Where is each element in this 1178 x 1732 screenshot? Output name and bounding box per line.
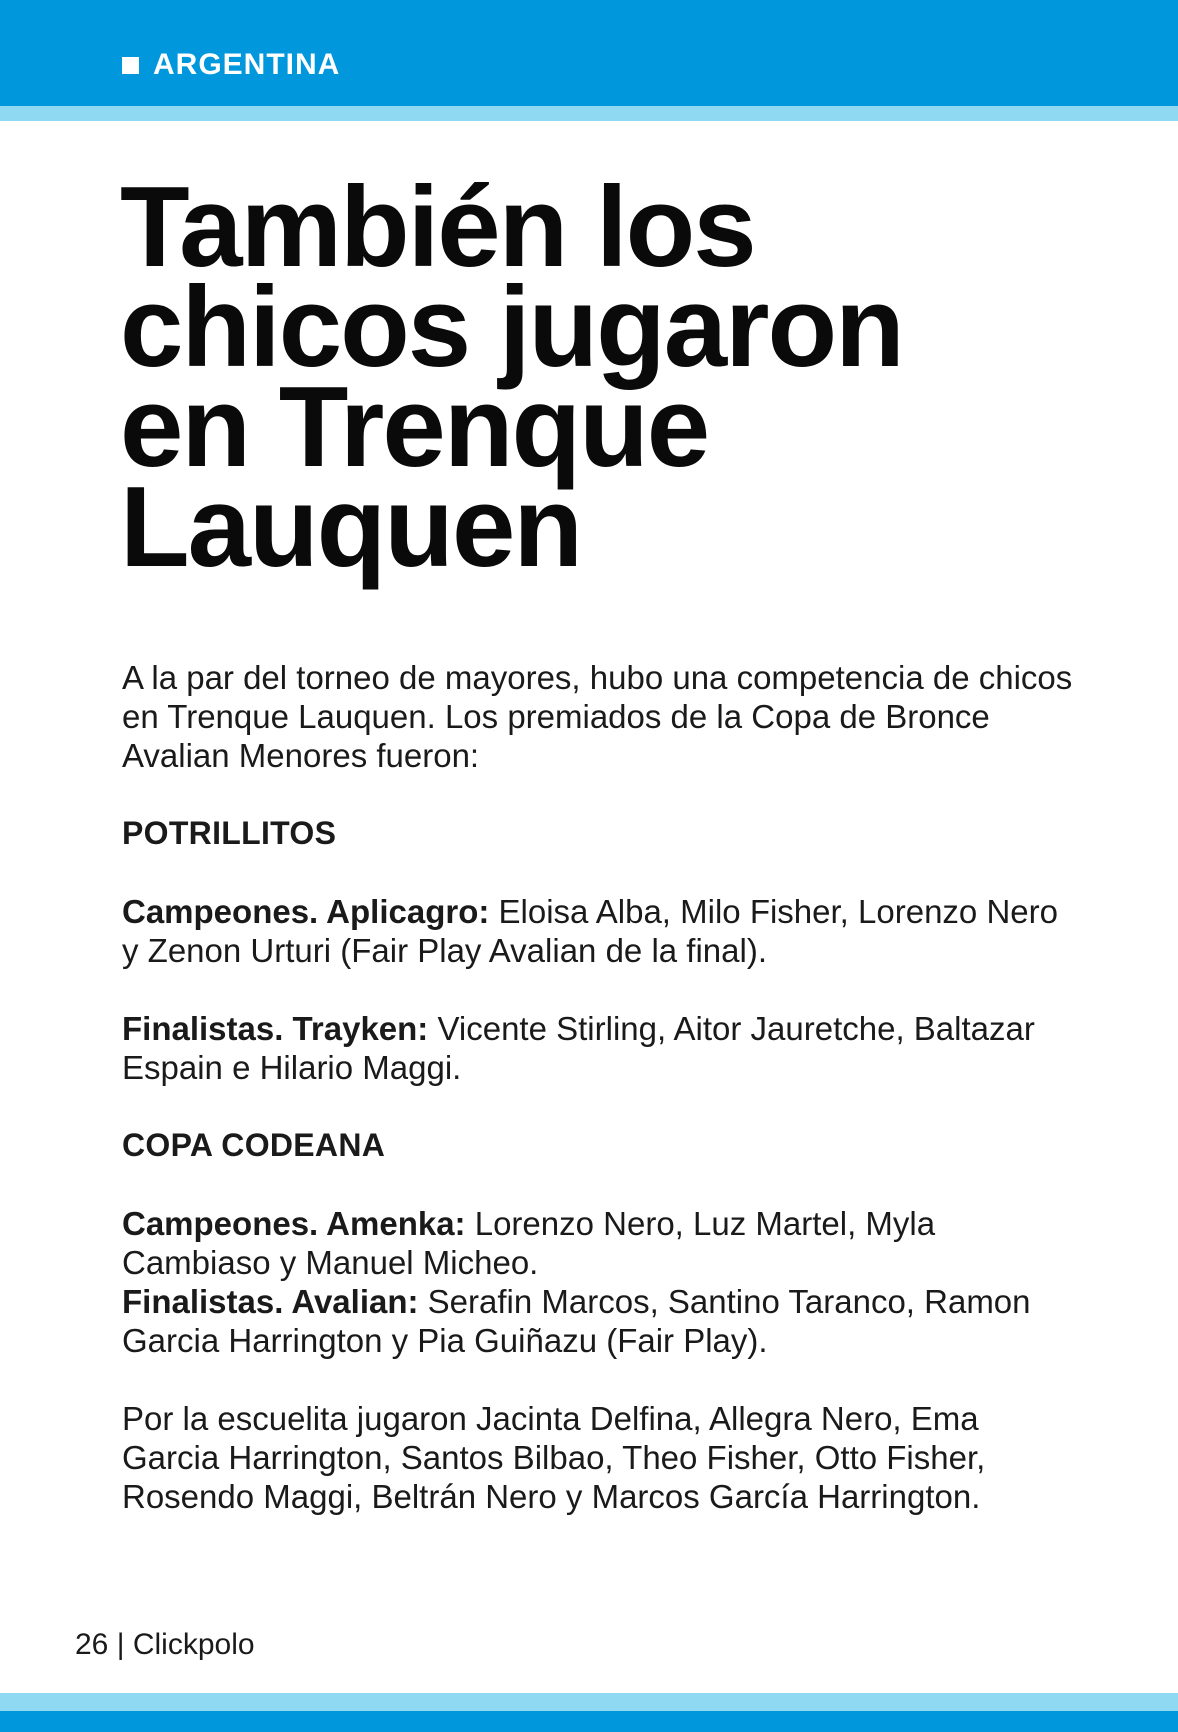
potrillitos-finalists xyxy=(122,1009,1082,1087)
footer-stripe xyxy=(0,1693,1178,1711)
closing-paragraph: Por la escuelita jugaron Jacinta Delfina, Allegra Nero, Ema Garcia Harrington, Santos Bilbao, Theo Fisher, Otto Fisher, Rosendo Maggi, Beltrán Nero y Marcos García Harrington. xyxy=(122,1400,986,1515)
finalists-text: Serafin Marcos, Santino Taranco, Ramon Garcia Harrington y Pia Guiñazu (Fair Play). xyxy=(122,1283,1031,1359)
headline-line: en Trenque xyxy=(120,364,709,491)
finalists-label: Finalistas. Avalian: xyxy=(122,1283,419,1320)
champions-label: Campeones. Amenka: xyxy=(122,1205,466,1242)
headline-line: Lauquen xyxy=(120,464,581,591)
headline-line: También los xyxy=(120,164,755,291)
square-bullet-icon xyxy=(122,57,139,74)
finalists-text: Vicente Stirling, Aitor Jauretche, Baltazar Espain e Hilario Maggi. xyxy=(122,1010,1035,1086)
finalists-label: Finalistas. Trayken: xyxy=(122,1010,429,1047)
section-heading-copa-codeana: COPA CODEANA xyxy=(122,1127,386,1163)
section-heading-potrillitos: POTRILLITOS xyxy=(122,815,337,851)
article-body xyxy=(122,658,1082,1516)
champions-text: Lorenzo Nero, Luz Martel, Myla Cambiaso y Manuel Micheo. xyxy=(122,1205,936,1281)
potrillitos-champions xyxy=(122,892,1082,970)
article-headline xyxy=(120,164,1100,591)
codeana-champions xyxy=(122,1204,1082,1282)
header-stripe xyxy=(0,106,1178,121)
section-label xyxy=(122,50,340,80)
codeana-finalists xyxy=(122,1282,1082,1360)
intro-paragraph: A la par del torneo de mayores, hubo una competencia de chicos en Trenque Lauquen. Los premiados de la Copa de Bronce Avalian Menores fueron: xyxy=(122,659,1073,774)
champions-text: Eloisa Alba, Milo Fisher, Lorenzo Nero y Zenon Urturi (Fair Play Avalian de la final). xyxy=(122,893,1058,969)
champions-label: Campeones. Aplicagro: xyxy=(122,893,490,930)
headline-line: chicos jugaron xyxy=(120,264,903,391)
footer-band xyxy=(0,1711,1178,1732)
page-footer: 26 | Clickpolo xyxy=(75,1628,255,1661)
section-name: ARGENTINA xyxy=(153,48,341,81)
